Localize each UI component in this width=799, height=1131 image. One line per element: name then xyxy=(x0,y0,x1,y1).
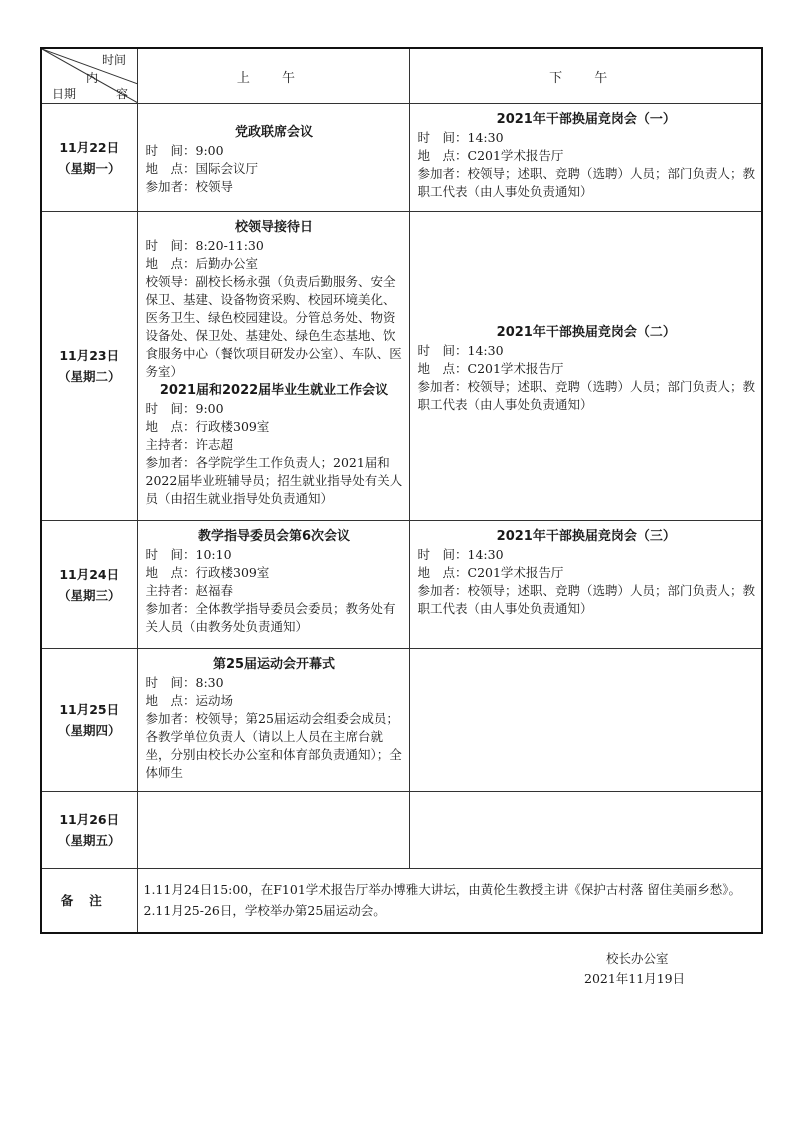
corner-time-label: 时间 xyxy=(102,53,127,67)
event-title: 教学指导委员会第6次会议 xyxy=(197,529,351,544)
date-label: 11月25日 xyxy=(59,702,120,717)
issuing-office: 校长办公室 xyxy=(606,951,669,966)
date-cell xyxy=(41,521,137,649)
corner-content-label-a: 内 xyxy=(86,71,99,85)
event-location: 地 点：行政楼309室 xyxy=(145,565,270,580)
note-item: 1.11月24日15:00，在F101学术报告厅举办博雅大讲坛，由黄伦生教授主讲《保护古村落 留住美丽乡愁》。 xyxy=(143,882,742,898)
corner-header-cell xyxy=(41,48,137,104)
event-participants: 参加者：校领导；述职、竞聘（选聘）人员；部门负责人；教职工代表（由人事处负责通知） xyxy=(417,378,756,412)
event-participants: 参加者：各学院学生工作负责人；2021届和2022届毕业班辅导员；招生就业指导处有关人员（由招生就业指导处负责通知） xyxy=(145,455,403,506)
event-participants: 参加者：校领导 xyxy=(145,179,234,194)
event-time: 时 间：14:30 xyxy=(417,130,504,145)
event-location: 地 点：运动场 xyxy=(145,693,234,708)
event-title: 2021年干部换届竞岗会（一） xyxy=(496,112,676,127)
event-location: 地 点：后勤办公室 xyxy=(145,256,259,271)
weekday-label: （星期五） xyxy=(57,833,121,848)
day-row xyxy=(41,104,762,212)
am-cell xyxy=(137,104,409,212)
event-participants: 参加者：全体教学指导委员会委员；教务处有关人员（由教务处负责通知） xyxy=(145,601,396,634)
date-cell xyxy=(41,792,137,869)
weekday-label: （星期二） xyxy=(57,369,121,384)
pm-cell xyxy=(409,104,762,212)
event-host: 主持者：赵福春 xyxy=(145,583,234,598)
event-time: 时 间：8:20-11:30 xyxy=(145,238,264,253)
issue-date: 2021年11月19日 xyxy=(584,971,686,986)
event-time: 时 间：14:30 xyxy=(417,342,504,358)
date-cell xyxy=(41,212,137,521)
event-title: 2021届和2022届毕业生就业工作会议 xyxy=(159,383,389,398)
event-host: 主持者：许志超 xyxy=(145,437,234,452)
pm-cell-empty xyxy=(409,792,762,869)
notes-label-cell xyxy=(41,869,137,933)
weekday-label: （星期三） xyxy=(57,587,121,603)
pm-cell-empty xyxy=(409,649,762,792)
schedule-table xyxy=(40,47,763,934)
date-label: 11月23日 xyxy=(59,348,120,363)
am-cell xyxy=(137,649,409,792)
date-cell xyxy=(41,104,137,212)
am-cell xyxy=(137,521,409,649)
weekday-label: （星期一） xyxy=(57,160,121,176)
event-location: 地 点：行政楼309室 xyxy=(145,419,270,434)
event-time: 时 间：14:30 xyxy=(417,547,504,562)
notes-cell xyxy=(137,869,762,933)
am-cell xyxy=(137,212,409,521)
am-column-header: 上 午 xyxy=(137,48,409,104)
event-title: 校领导接待日 xyxy=(234,220,313,235)
day-row xyxy=(41,792,762,869)
notes-row xyxy=(41,869,762,933)
event-time: 时 间：9:00 xyxy=(145,401,224,416)
event-title: 2021年干部换届竞岗会（二） xyxy=(496,324,676,340)
event-title: 2021年干部换届竞岗会（三） xyxy=(496,529,676,544)
weekday-label: （星期四） xyxy=(57,723,121,738)
corner-date-label: 日期 xyxy=(52,87,77,101)
event-title: 党政联席会议 xyxy=(234,125,313,140)
note-item: 2.11月25-26日，学校举办第25届运动会。 xyxy=(143,903,386,919)
notes-label: 备注 xyxy=(60,892,118,908)
day-row xyxy=(41,521,762,649)
event-participants: 参加者：校领导；述职、竞聘（选聘）人员；部门负责人；教职工代表（由人事处负责通知） xyxy=(417,583,756,616)
event-title: 第25届运动会开幕式 xyxy=(212,657,336,672)
corner-content-label-b: 容 xyxy=(116,87,129,101)
pm-column-header: 下 午 xyxy=(409,48,762,104)
event-time: 时 间：8:30 xyxy=(145,675,224,690)
event-time: 时 间：9:00 xyxy=(145,143,224,158)
event-location: 地 点：C201学术报告厅 xyxy=(417,148,564,163)
event-participants: 参加者：校领导；述职、竞聘（选聘）人员；部门负责人；教职工代表（由人事处负责通知） xyxy=(417,166,756,199)
event-location: 地 点：国际会议厅 xyxy=(145,161,259,176)
pm-cell xyxy=(409,212,762,521)
event-host: 校领导：副校长杨永强（负责后勤服务、安全保卫、基建、设备物资采购、校园环境美化、医务卫生、绿色校园建设。分管总务处、物资设备处、保卫处、基建处、绿色生态基地、饮食服务中心（餐饮项目研发办公室）、车队、医务室） xyxy=(145,274,402,379)
day-row xyxy=(41,649,762,792)
event-participants: 参加者：校领导；第25届运动会组委会成员；各教学单位负责人（请以上人员在主席台就坐，分别由校长办公室和体育部负责通知）；全体师生 xyxy=(145,711,402,780)
date-label: 11月22日 xyxy=(59,139,120,155)
date-cell xyxy=(41,649,137,792)
event-location: 地 点：C201学术报告厅 xyxy=(417,565,564,580)
header-row xyxy=(41,48,762,104)
date-label: 11月24日 xyxy=(59,566,120,582)
event-time: 时 间：10:10 xyxy=(145,547,232,562)
pm-cell xyxy=(409,521,762,649)
am-cell-empty xyxy=(137,792,409,869)
day-row xyxy=(41,212,762,521)
event-location: 地 点：C201学术报告厅 xyxy=(417,360,564,376)
date-label: 11月26日 xyxy=(59,812,120,827)
